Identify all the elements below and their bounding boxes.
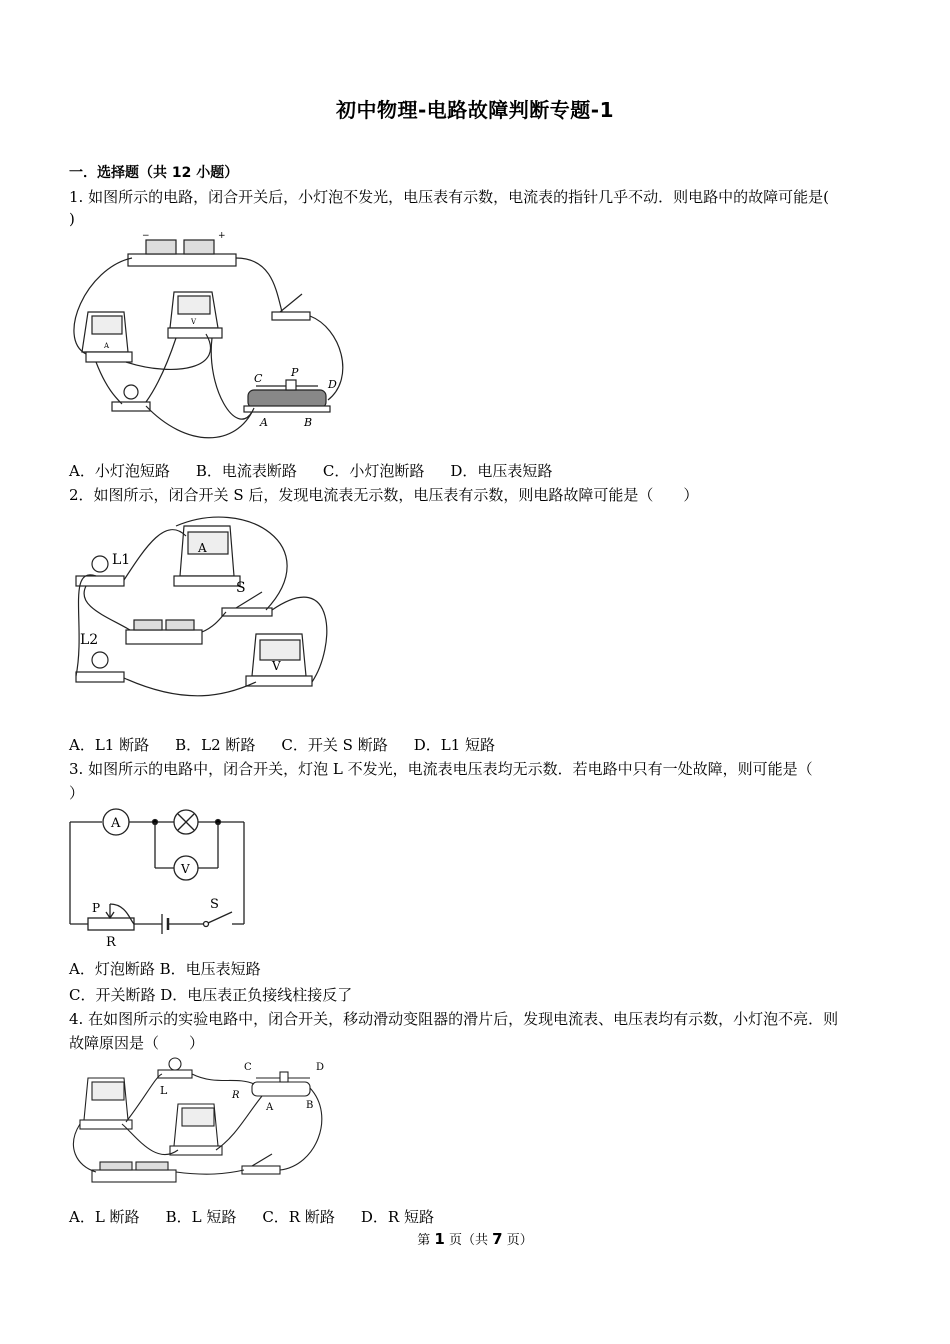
q3-stem: 3. 如图所示的电路中，闭合开关，灯泡 L 不发光，电流表电压表均无示数．若电路中只有一处故障，则可能是（ [69,760,813,778]
q4-label-d: D [316,1062,325,1073]
footer-mid: 页（共 [448,1233,488,1248]
q1-options [69,460,578,481]
q4-option-c: C．R 断路 [262,1208,335,1226]
q4-option-b: B．L 短路 [165,1208,237,1226]
q3-label-s: S [210,897,219,912]
svg-text:−: − [142,231,150,241]
q1-stem: 1. 如图所示的电路，闭合开关后，小灯泡不发光，电压表有示数，电流表的指针几乎不动．则电路中的故障可能是( [69,188,829,206]
q4-label-r: R [232,1090,240,1101]
q2-label-l2: L2 [80,632,99,648]
q3-label-voltmeter: V [181,862,190,876]
q1-label-a: A [260,416,268,429]
q1-label-d: D [328,378,337,391]
footer-suffix: 页） [506,1233,533,1248]
q1-stem-cont: ) [69,210,75,228]
q3-options-row1: A．灯泡断路 B．电压表短路 [69,960,261,978]
q4-label-c: C [244,1062,252,1073]
q2-option-d: D．L1 短路 [413,736,496,754]
q4-label-l: L [160,1084,168,1097]
q1-option-c: C．小灯泡断路 [322,462,425,480]
q2-label-s: S [236,580,246,596]
q4-stem: 4. 在如图所示的实验电路中，闭合开关，移动滑动变阻器的滑片后，发现电流表、电压表均有示数，小灯泡不亮．则 [69,1010,839,1028]
q3-label-r: R [106,935,116,950]
footer-page-number: 1 [434,1230,445,1248]
q2-option-b: B．L2 断路 [175,736,256,754]
q2-options [69,734,521,755]
q4-label-a: A [266,1102,274,1113]
q2-option-c: C．开关 S 断路 [281,736,388,754]
q2-label-voltmeter: V [272,659,281,673]
q4-option-a: A．L 断路 [69,1208,140,1226]
q2-stem: 2．如图所示，闭合开关 S 后，发现电流表无示数，电压表有示数，则电路故障可能是（ ） [69,486,699,504]
section-heading: 一．选择题（共 12 小题） [69,165,239,181]
page-title: 初中物理-电路故障判断专题-1 [335,98,615,122]
q1-circuit-figure [66,228,356,450]
q2-option-a: A．L1 断路 [69,736,150,754]
q3-label-p: P [92,901,101,915]
q1-option-b: B．电流表断路 [195,462,297,480]
footer-prefix: 第 [417,1233,431,1248]
q3-label-ammeter: A [111,816,121,831]
q1-label-b: B [304,416,313,429]
q1-label-c: C [254,372,263,385]
q4-label-b: B [306,1100,314,1111]
q2-label-l1: L1 [112,552,131,568]
q1-label-voltmeter: V [191,318,197,326]
q1-label-p: P [291,366,299,379]
q4-circuit-figure [66,1056,336,1190]
q4-options [69,1206,460,1227]
q4-stem-cont: 故障原因是（ ） [69,1034,205,1052]
q2-circuit-figure [66,506,336,710]
footer-total-pages: 7 [492,1230,503,1248]
q1-option-d: D．电压表短路 [450,462,553,480]
q3-stem-cont: ） [69,784,85,802]
q1-label-ammeter: A [104,342,110,350]
page-footer [0,1229,950,1248]
q4-option-d: D．R 短路 [360,1208,434,1226]
q2-label-ammeter: A [198,541,207,555]
q1-option-a: A．小灯泡短路 [69,462,170,480]
svg-text:+: + [218,231,226,241]
q3-options-row2: C．开关断路 D．电压表正负接线柱接反了 [69,986,353,1004]
q3-circuit-figure [66,804,256,950]
